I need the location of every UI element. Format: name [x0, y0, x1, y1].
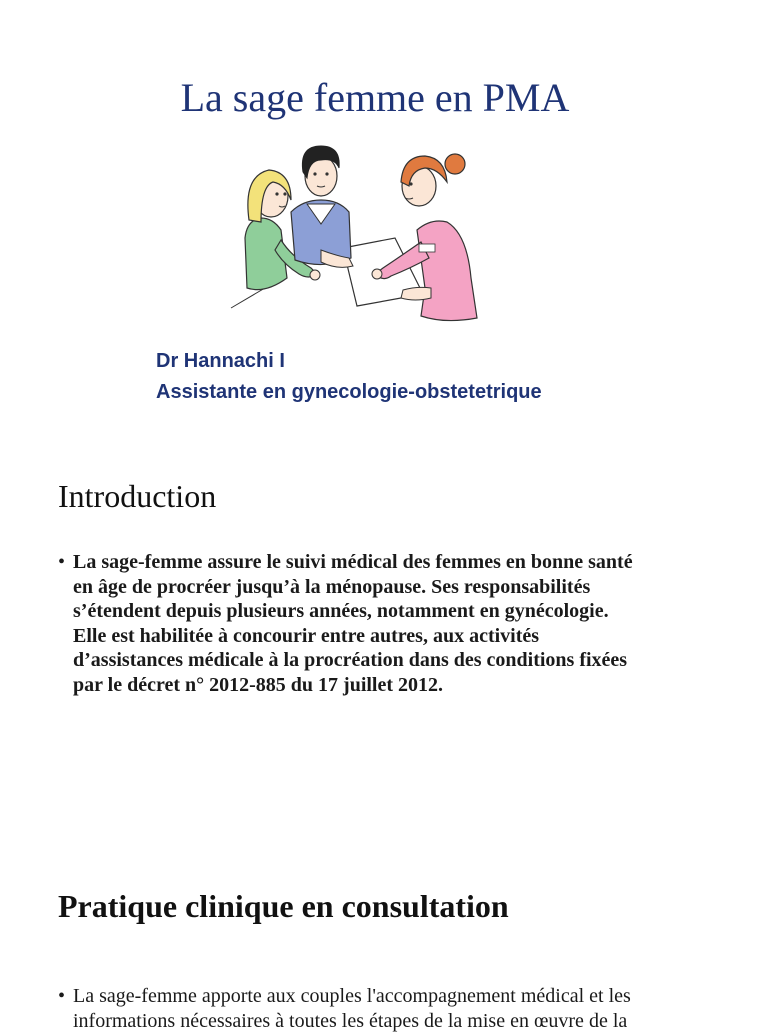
text-line: La sage-femme apporte aux couples l'accompagnement médical et les	[73, 984, 631, 1009]
bullet-marker: •	[58, 550, 73, 697]
text-line: informations nécessaires à toutes les étapes de la mise en œuvre de la	[73, 1009, 631, 1033]
author-block	[156, 346, 542, 408]
bullet-marker: •	[58, 984, 73, 1033]
author-role: Assistante en gynecologie-obstetetrique	[156, 377, 542, 408]
title-slide	[0, 0, 768, 440]
introduction-slide	[0, 448, 768, 848]
text-line: d’assistances médicale à la procréation dans des conditions fixées	[73, 648, 633, 673]
text-line: La sage-femme assure le suivi médical des femmes en bonne santé	[73, 550, 633, 575]
text-line: s’étendent depuis plusieurs années, notamment en gynécologie.	[73, 599, 633, 624]
text-line: en âge de procréer jusqu’à la ménopause. Ses responsabilités	[73, 575, 633, 600]
slide-title: La sage femme en PMA	[0, 74, 750, 121]
bullet-item	[58, 550, 708, 697]
author-name: Dr Hannachi I	[156, 346, 542, 377]
text-line: par le décret n° 2012-885 du 17 juillet 2012.	[73, 673, 633, 698]
slide-heading: Pratique clinique en consultation	[58, 888, 509, 925]
couple-consultation-illustration	[225, 138, 487, 326]
clinical-practice-slide	[0, 860, 768, 1024]
bullet-text	[73, 984, 631, 1033]
slide-heading: Introduction	[58, 478, 216, 515]
bullet-text	[73, 550, 633, 697]
text-line: Elle est habilitée à concourir entre autres, aux activités	[73, 624, 633, 649]
bullet-item	[58, 984, 708, 1033]
